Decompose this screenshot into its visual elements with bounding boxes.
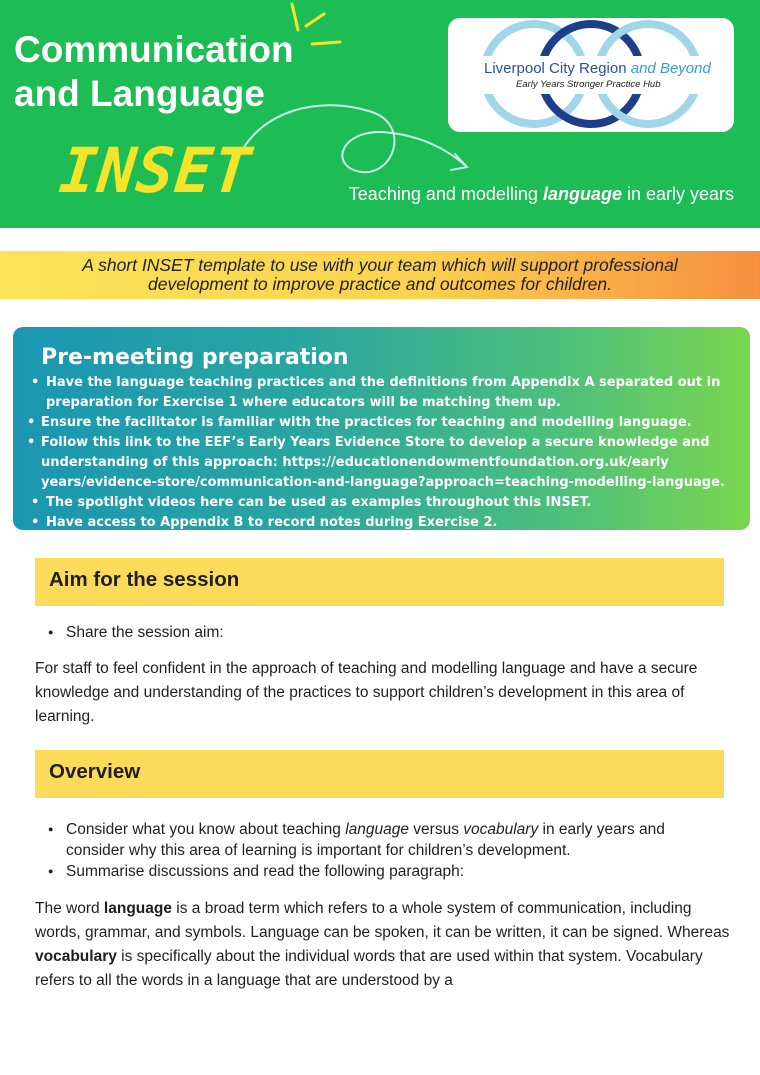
bullet-text: in early years and consider why this area of learning is important for children’s development. [66, 821, 665, 859]
logo-title-text: Liverpool City Region [484, 60, 631, 77]
aim-heading: Aim for the session [49, 568, 240, 591]
pre-meeting-panel [13, 327, 750, 530]
aim-bullet: ● Share the session aim: [48, 622, 724, 643]
header-subtitle [349, 184, 734, 205]
intro-text [0, 251, 760, 294]
subtitle-text: Teaching and modelling [348, 184, 543, 204]
pre-meeting-item: • Ensure the facilitator is familiar with the practices for teaching and modelling language. [27, 413, 739, 433]
para-bold-term: language [103, 900, 172, 917]
intro-line-1: A short INSET template to use with your team which will support professional [82, 255, 678, 275]
pre-meeting-item: • Have the language teaching practices and the definitions from Appendix A separated out in preparation for Exercise 1 where educators will be matching them up. [27, 373, 739, 413]
title-line-1: Communication [14, 29, 294, 70]
bullet-emphasis: language [345, 821, 409, 838]
overview-bullet [48, 819, 724, 861]
pre-meeting-item: • Follow this link to the EEF’s Early Years Evidence Store to develop a secure knowledge and understanding of this approach: https://educationendowmentfoundation.org.uk/early years/evidence-store/communication-and-language?approach=teaching-modelling-language. [27, 433, 739, 493]
overview-bullets [48, 819, 724, 882]
pre-meeting-item: • Have access to Appendix B to record notes during Exercise 2. [27, 513, 739, 533]
subtitle-text-end: in early years [621, 184, 734, 204]
intro-line-2: development to improve practice and outcomes for children. [148, 274, 612, 294]
overview-bullet: ● Summarise discussions and read the following paragraph: [48, 861, 724, 882]
logo-title [484, 60, 711, 77]
aim-bullets [48, 622, 724, 643]
logo-subtitle: Early Years Stronger Practice Hub [516, 79, 661, 90]
overview-paragraph [35, 897, 735, 993]
title-line-2: and Language [14, 73, 265, 114]
para-text: The word [35, 900, 104, 917]
bullet-emphasis: vocabulary [463, 821, 539, 838]
intro-banner [0, 251, 760, 299]
pre-meeting-list [27, 373, 739, 533]
overview-section-header [35, 750, 724, 798]
bullet-text: versus [408, 821, 464, 838]
logo-title-and: and Beyond [630, 60, 711, 77]
para-bold-term: vocabulary [35, 948, 117, 965]
pre-meeting-item: • The spotlight videos here can be used as examples throughout this INSET. [27, 493, 739, 513]
inset-label: INSET [56, 134, 256, 207]
page-title [14, 28, 294, 116]
subtitle-emphasis: language [542, 184, 622, 204]
aim-section-header [35, 558, 724, 606]
para-text: is a broad term which refers to a whole system of communication, including words, grammar, and symbols. Language can be spoken, it can be written, it can be signed. Whereas [35, 900, 730, 941]
bullet-text: Consider what you know about teaching [66, 821, 346, 838]
aim-paragraph: For staff to feel confident in the approach of teaching and modelling language and have a secure knowledge and understanding of the practices to support children’s development in this area of learning. [35, 660, 698, 725]
overview-heading: Overview [49, 760, 141, 783]
pre-meeting-heading: Pre-meeting preparation [41, 345, 349, 370]
hub-logo [448, 18, 734, 132]
header-banner [0, 0, 760, 228]
para-text: is specifically about the individual words that are used within that system. Vocabulary refers to all the words in a language that are understood by a [35, 948, 703, 989]
